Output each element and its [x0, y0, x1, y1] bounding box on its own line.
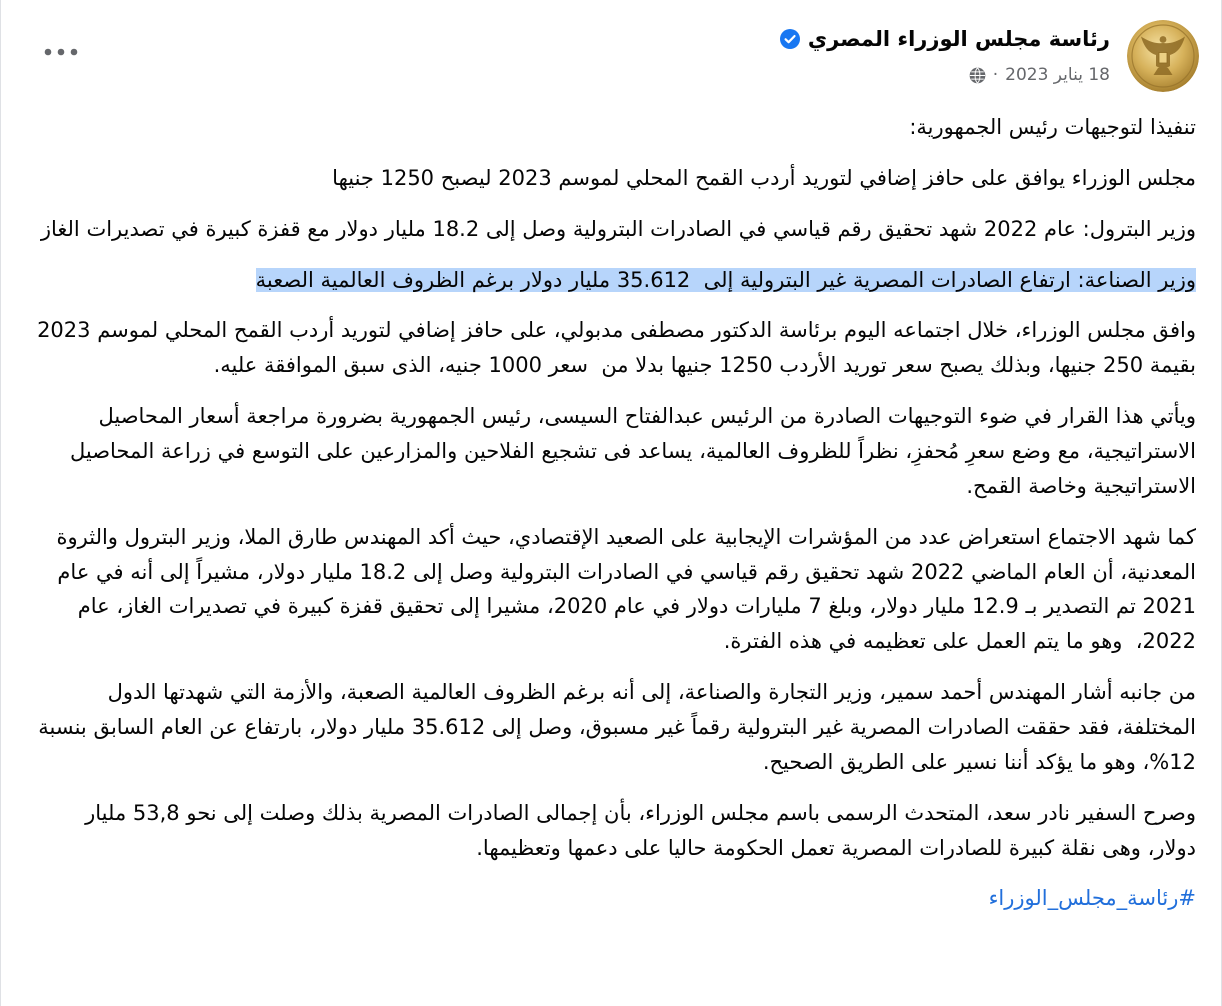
post-meta	[969, 60, 1110, 90]
post-paragraph: وافق مجلس الوزراء، خلال اجتماعه اليوم برئاسة الدكتور مصطفى مدبولي، على حافز إضافي لتوريد أردب القمح المحلي لموسم 2023 بقيمة 250 جنيها، وبذلك يصبح سعر توريد الأردب 1250 جنيها بدلا من سعر 1000 جنيه، الذى سبق الموافقة عليه.	[30, 318, 1196, 378]
post-paragraph: من جانبه أشار المهندس أحمد سمير، وزير التجارة والصناعة، إلى أنه برغم الظروف العالمية الصعبة، والأزمة التي شهدتها الدول المختلفة، فقد حققت الصادرات المصرية غير البترولية رقماً غير مسبوق، وصل إلى 35.612 مليار دولار، بارتفاع عن العام السابق بنسبة 12%، وهو ما يؤكد أننا نسير على الطريق الصحيح.	[31, 680, 1196, 774]
post-paragraph-selected	[37, 263, 1196, 298]
post-paragraph: مجلس الوزراء يوافق على حافز إضافي لتوريد أردب القمح المحلي لموسم 2023 ليصبح 1250 جنيها	[332, 165, 1196, 190]
post-paragraph: كما شهد الاجتماع استعراض عدد من المؤشرات الإيجابية على الصعيد الإقتصادي، حيث أكد المهندس طارق الملا، وزير البترول والثروة المعدنية، أن العام الماضي 2022 شهد تحقيق رقم قياسي في الصادرات البترولية وصل إلى 18.2 مليار دولار، مشيراً إلى أنه في عام 2021 تم التصدير بـ 12.9 مليار دولار، وبلغ 7 مليارات دولار في عام 2020، مشيرا إلى تحقيق قفزة كبيرة في تصديرات الغاز، عام 2022، وهو ما يتم العمل على تعظيمه في هذه الفترة.	[49, 524, 1196, 654]
globe-graphic	[969, 67, 986, 84]
egypt-eagle-emblem-icon	[1127, 20, 1199, 92]
hashtag-paragraph	[37, 881, 1196, 916]
post-paragraph: وزير البترول: عام 2022 شهد تحقيق رقم قياسي في الصادرات البترولية وصل إلى 18.2 مليار دولار مع قفزة كبيرة في تصديرات الغاز	[40, 216, 1196, 241]
post-header	[780, 20, 1110, 58]
verified-badge-graphic	[780, 29, 800, 49]
globe-icon	[969, 67, 986, 84]
eagle-shield	[1159, 53, 1167, 64]
more-options-button[interactable]	[41, 32, 81, 72]
meta-separator: ·	[992, 65, 999, 85]
post-paragraph: وصرح السفير نادر سعد، المتحدث الرسمى باسم مجلس الوزراء، بأن إجمالى الصادرات المصرية بذلك وصلت إلى نحو 53,8 مليار دولار، وهى نقلة كبيرة للصادرات المصرية تعمل الحكومة حاليا على دعمها وتعظيمها.	[78, 800, 1196, 860]
author-name-link[interactable]: رئاسة مجلس الوزراء المصري	[807, 27, 1110, 51]
post-date-link[interactable]: 18 يناير 2023	[1005, 65, 1110, 85]
verified-badge-icon	[780, 29, 800, 49]
post-body	[30, 110, 1196, 916]
post-paragraph: ويأتي هذا القرار في ضوء التوجيهات الصادرة من الرئيس عبدالفتاح السيسى، رئيس الجمهورية بضرورة مراجعة أسعار المحاصيل الاستراتيجية، مع وضع سعرِ مُحفزِ، نظراً للظروف العالمية، يساعد فى تشجيع الفلاحين والمزارعين على التوسع في زراعة المحاصيل الاستراتيجية وخاصة القمح.	[63, 404, 1196, 498]
selected-text: وزير الصناعة: ارتفاع الصادرات المصرية غير البترولية إلى 35.612 مليار دولار برغم الظروف العالمية الصعبة	[255, 267, 1196, 292]
hashtag-link[interactable]: #رئاسة_مجلس_الوزراء	[988, 886, 1196, 911]
more-options-icon	[41, 32, 81, 72]
post-paragraph: تنفيذا لتوجيهات رئيس الجمهورية:	[909, 115, 1196, 139]
avatar[interactable]	[1127, 20, 1199, 92]
